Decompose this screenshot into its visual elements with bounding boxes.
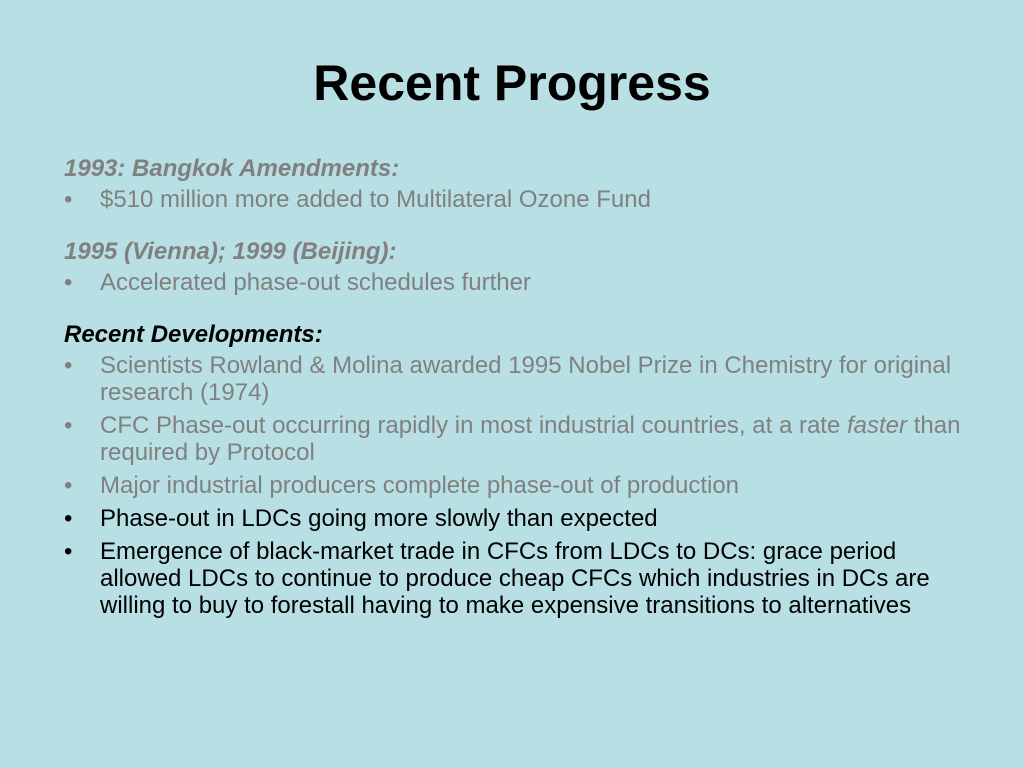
slide-content [64,154,974,625]
bullet-icon: • [64,269,73,296]
bullet-text: Phase-out in LDCs going more slowly than expected [100,505,658,532]
bullet-text: $510 million more added to Multilateral Ozone Fund [100,186,651,213]
bullet-text: Scientists Rowland & Molina awarded 1995 Nobel Prize in Chemistry for original research (1974) [100,352,952,406]
bullet-item [64,269,974,296]
section-heading: 1995 (Vienna); 1999 (Beijing): [64,238,397,265]
bullet-text-emphasis: faster [847,412,908,439]
bullet-text [100,412,960,466]
bullet-icon: • [64,352,73,379]
bullet-text-before: CFC Phase-out occurring rapidly in most industrial countries, at a rate [100,412,847,439]
section-bangkok [64,154,974,213]
bullet-item [64,186,974,213]
bullet-icon: • [64,186,73,213]
bullet-item [64,505,974,532]
bullet-icon: • [64,538,73,565]
section-recent-developments [64,320,974,619]
section-heading: Recent Developments: [64,321,323,348]
bullet-icon: • [64,412,73,439]
bullet-icon: • [64,472,73,499]
bullet-text: Major industrial producers complete phase-out of production [100,472,740,499]
bullet-list [64,352,974,619]
bullet-list [64,269,974,296]
bullet-list [64,186,974,213]
bullet-item [64,352,974,406]
bullet-text: Accelerated phase-out schedules further [100,269,531,296]
bullet-text-after: than required by Protocol [100,412,961,466]
section-vienna-beijing [64,237,974,296]
section-heading: 1993: Bangkok Amendments: [64,155,400,182]
bullet-item [64,538,974,619]
bullet-item [64,412,974,466]
bullet-icon: • [64,505,73,532]
bullet-text: Emergence of black-market trade in CFCs from LDCs to DCs: grace period allowed LDCs to continue to produce cheap CFCs which industries in DCs are willing to buy to forestall having to make expensive transitions to alternatives [100,538,930,619]
bullet-item [64,472,974,499]
slide-title: Recent Progress [313,55,711,111]
